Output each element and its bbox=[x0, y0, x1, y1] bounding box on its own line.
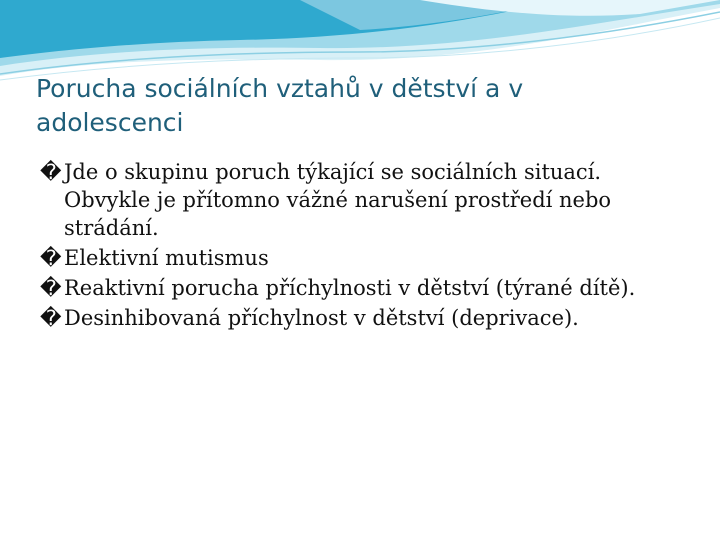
bullet-icon: � bbox=[40, 276, 62, 300]
list-item bbox=[40, 304, 690, 332]
list-item-text: Elektivní mutismus bbox=[64, 246, 269, 270]
list-item bbox=[40, 158, 690, 242]
bullet-list bbox=[40, 158, 690, 334]
slide-title: Porucha sociálních vztahů v dětství a v adolescenci bbox=[36, 74, 524, 137]
list-item-text: Jde o skupinu poruch týkající se sociálních situací. Obvykle je přítomno vážné narušení prostředí nebo strádání. bbox=[64, 160, 612, 240]
list-item-text: Desinhibovaná příchylnost v dětství (deprivace). bbox=[64, 306, 579, 330]
bullet-icon: � bbox=[40, 160, 62, 184]
bullet-icon: � bbox=[40, 246, 62, 270]
list-item-text: Reaktivní porucha příchylnosti v dětství (týrané dítě). bbox=[64, 276, 636, 300]
list-item bbox=[40, 244, 690, 272]
bullet-icon: � bbox=[40, 306, 62, 330]
list-item bbox=[40, 274, 690, 302]
